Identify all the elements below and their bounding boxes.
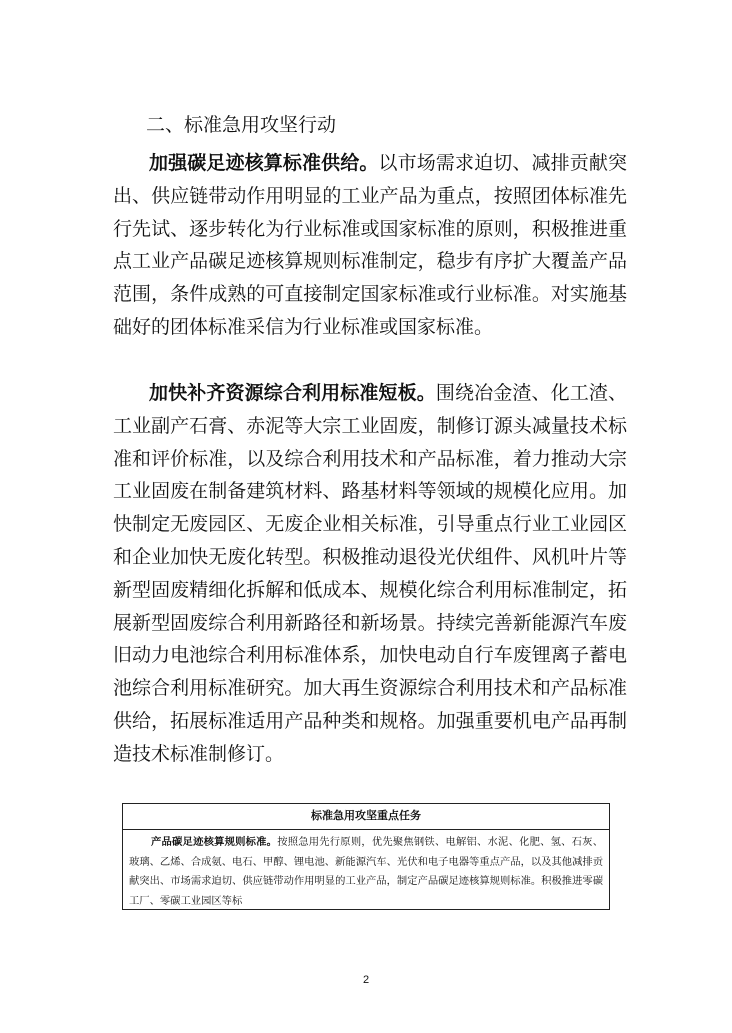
paragraph-body: 围绕冶金渣、化工渣、工业副产石膏、赤泥等大宗工业固废，制修订源头减量技术标准和评价标准，以及综合利用技术和产品标准，着力推动大宗工业固废在制备建筑材料、路基材料等领域的规模化应用。加快制定无废园区、无废企业相关标准，引导重点行业工业园区和企业加快无废化转型。积极推动退役光伏组件、风机叶片等新型固废精细化拆解和低成本、规模化综合利用标准制定，拓展新型固废综合利用新路径和新场景。持续完善新能源汽车废旧动力电池综合利用标准体系，加快电动自行车废锂离子蓄电池综合利用标准研究。加大再生资源综合利用技术和产品标准供给，拓展标准适用产品种类和规格。加强重要机电产品再制造技术标准制修订。 (113, 382, 627, 765)
paragraph-lead: 加强碳足迹核算标准供给。 (149, 152, 379, 174)
section-heading: 二、标准急用攻坚行动 (146, 114, 337, 136)
key-tasks-text: 按照急用先行原则，优先聚焦钢铁、电解铝、水泥、化肥、氢、石灰、玻璃、乙烯、合成氨、电石、甲醇、锂电池、新能源汽车、光伏和电子电器等重点产品，以及其他减排贡献突出、市场需求迫切、供应链带动作用明显的工业产品，制定产品碳足迹核算规则标准。积极推进零碳工厂、零碳工业园区等标 (129, 836, 604, 907)
paragraph-resource-utilization (113, 377, 627, 771)
paragraph-carbon-footprint (113, 147, 627, 344)
paragraph-lead: 加快补齐资源综合利用标准短板。 (149, 382, 436, 404)
key-tasks-lead: 产品碳足迹核算规则标准。 (151, 836, 278, 848)
key-tasks-title: 标准急用攻坚重点任务 (123, 804, 609, 830)
paragraph-body: 以市场需求迫切、减排贡献突出、供应链带动作用明显的工业产品为重点，按照团体标准先行先试、逐步转化为行业标准或国家标准的原则，积极推进重点工业产品碳足迹核算规则标准制定，稳步有序扩大覆盖产品范围，条件成熟的可直接制定国家标准或行业标准。对实施基础好的团体标准采信为行业标准或国家标准。 (113, 152, 627, 338)
page-number: 2 (362, 974, 370, 986)
key-tasks-box (122, 803, 610, 910)
key-tasks-body (123, 830, 609, 911)
